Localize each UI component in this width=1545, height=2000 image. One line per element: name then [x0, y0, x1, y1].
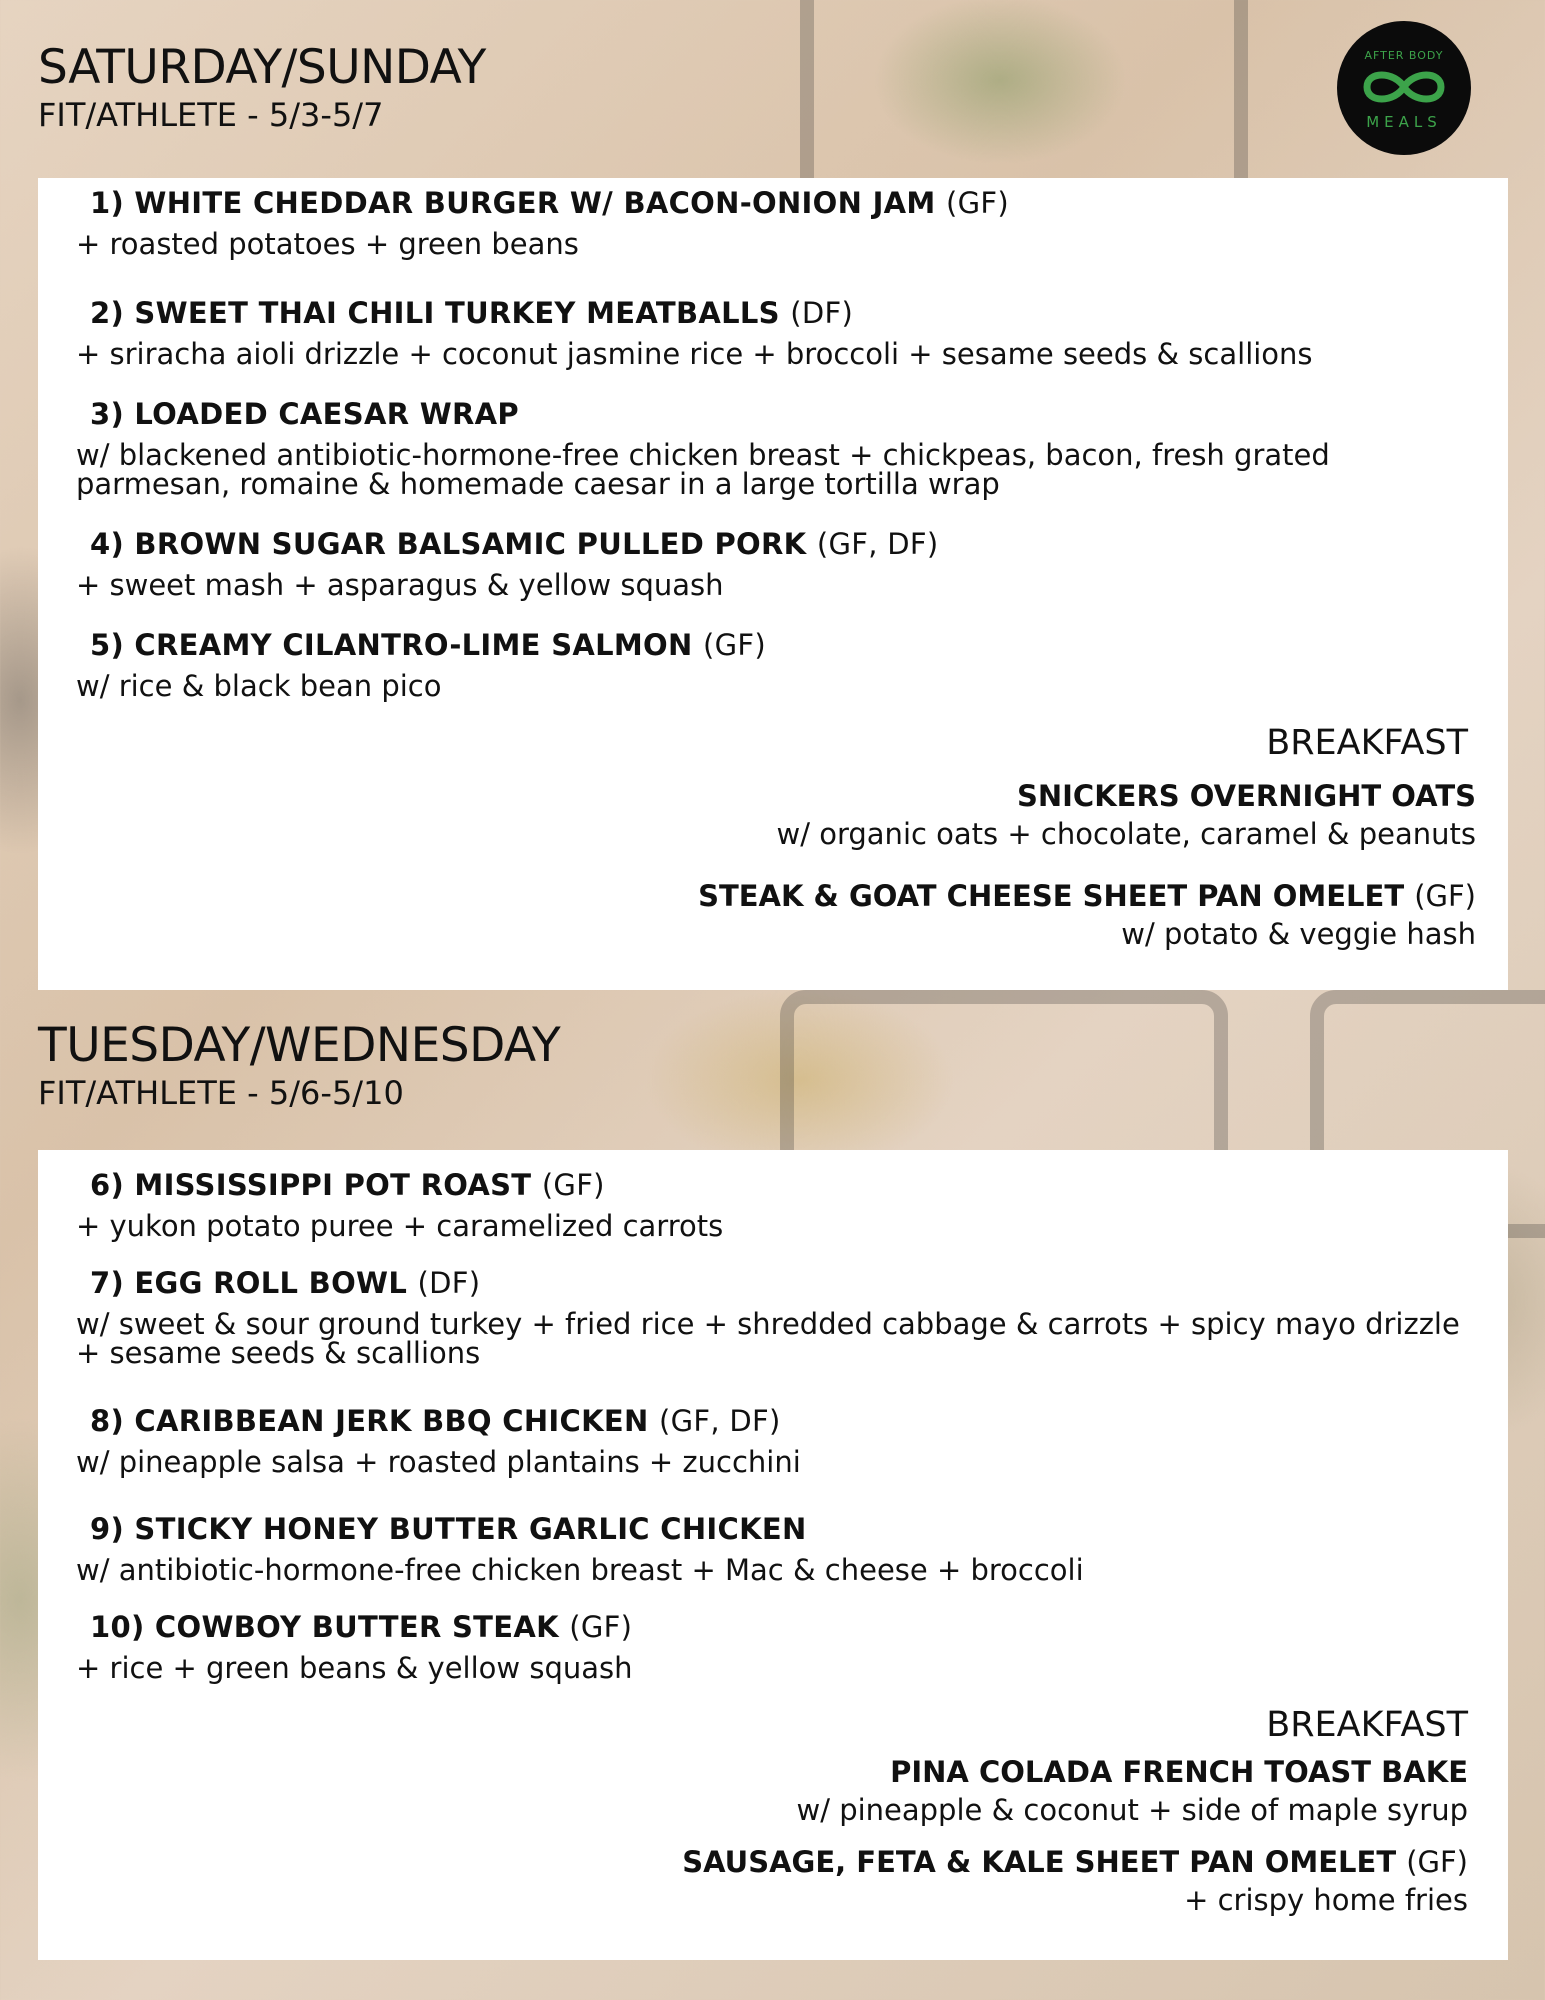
menu-item — [76, 1612, 1468, 1683]
item-description: + yukon potato puree + caramelized carrots — [76, 1208, 724, 1243]
breakfast-description: w/ potato & veggie hash — [1121, 916, 1476, 951]
breakfast-label: BREAKFAST — [1266, 723, 1468, 763]
item-description: + roasted potatoes + green beans — [76, 226, 579, 261]
item-title: 9) STICKY HONEY BUTTER GARLIC CHICKEN — [90, 1512, 807, 1546]
day-title: SATURDAY/SUNDAY — [38, 40, 486, 95]
breakfast-title: SNICKERS OVERNIGHT OATS — [1016, 779, 1476, 813]
section-subtitle: FIT/ATHLETE - 5/3-5/7 — [38, 96, 384, 134]
item-title: 4) BROWN SUGAR BALSAMIC PULLED PORK — [90, 527, 807, 561]
breakfast-section — [698, 723, 1476, 951]
logo-bottom-text: MEALS — [1366, 113, 1442, 131]
section-subtitle: FIT/ATHLETE - 5/6-5/10 — [38, 1074, 404, 1112]
item-title: 5) CREAMY CILANTRO-LIME SALMON — [90, 628, 693, 662]
item-description: + sriracha aioli drizzle + coconut jasmine rice + broccoli + sesame seeds & scallions — [76, 336, 1313, 371]
item-tags: (GF, DF) — [816, 527, 939, 561]
menu-item — [76, 529, 1468, 600]
section-header — [38, 1018, 561, 1112]
item-description: w/ pineapple salsa + roasted plantains + zucchini — [76, 1444, 801, 1479]
item-title: 8) CARIBBEAN JERK BBQ CHICKEN — [90, 1404, 649, 1438]
item-tags: (GF) — [945, 186, 1009, 220]
breakfast-title: STEAK & GOAT CHEESE SHEET PAN OMELET — [698, 878, 1405, 913]
menu-item — [76, 1406, 1468, 1477]
menu-card — [38, 1150, 1508, 1960]
item-description: + sweet mash + asparagus & yellow squash — [76, 567, 724, 602]
brand-logo — [1337, 21, 1471, 155]
item-tags: (GF) — [703, 628, 766, 662]
breakfast-description: w/ pineapple & coconut + side of maple syrup — [796, 1792, 1468, 1827]
breakfast-title: SAUSAGE, FETA & KALE SHEET PAN OMELET — [682, 1844, 1397, 1879]
item-title: 2) SWEET THAI CHILI TURKEY MEATBALLS — [90, 296, 780, 330]
item-tags: (DF) — [417, 1266, 481, 1300]
item-description: w/ rice & black bean pico — [76, 668, 442, 703]
breakfast-tags: (GF) — [1414, 878, 1476, 913]
breakfast-description: w/ organic oats + chocolate, caramel & peanuts — [776, 816, 1476, 851]
item-description: w/ antibiotic-hormone-free chicken breast + Mac & cheese + broccoli — [76, 1552, 1084, 1587]
item-title: 6) MISSISSIPPI POT ROAST — [90, 1168, 532, 1202]
breakfast-title: PINA COLADA FRENCH TOAST BAKE — [890, 1755, 1468, 1789]
menu-item — [76, 1514, 1468, 1585]
breakfast-item — [698, 878, 1476, 951]
item-tags: (GF) — [569, 1610, 633, 1644]
logo-top-text: AFTER BODY — [1364, 49, 1444, 62]
item-title: 7) EGG ROLL BOWL — [90, 1266, 408, 1300]
breakfast-item — [682, 1757, 1468, 1827]
breakfast-item — [698, 781, 1476, 851]
item-description: w/ blackened antibiotic-hormone-free chicken breast + chickpeas, bacon, fresh grated parmesan, romaine & homemade caesar in a large tortilla wrap — [76, 437, 1330, 501]
breakfast-tags: (GF) — [1406, 1844, 1468, 1879]
menu-item — [76, 1170, 1468, 1241]
item-title: 1) WHITE CHEDDAR BURGER W/ BACON-ONION JAM — [90, 186, 936, 220]
item-tags: (DF) — [790, 296, 854, 330]
item-tags: (GF) — [541, 1168, 605, 1202]
day-title: TUESDAY/WEDNESDAY — [38, 1018, 561, 1073]
menu-item — [76, 188, 1468, 259]
breakfast-description: + crispy home fries — [1184, 1882, 1468, 1917]
breakfast-item — [682, 1844, 1468, 1917]
section-header — [38, 40, 486, 134]
breakfast-section — [682, 1705, 1468, 1917]
item-title: 3) LOADED CAESAR WRAP — [90, 397, 519, 431]
item-description: + rice + green beans & yellow squash — [76, 1650, 633, 1685]
menu-item — [76, 298, 1468, 369]
menu-item — [76, 1268, 1468, 1368]
infinity-icon — [1359, 63, 1449, 111]
menu-item — [76, 630, 1468, 701]
menu-card — [38, 178, 1508, 990]
item-title: 10) COWBOY BUTTER STEAK — [90, 1610, 559, 1644]
breakfast-label: BREAKFAST — [1266, 1705, 1468, 1745]
item-description: w/ sweet & sour ground turkey + fried rice + shredded cabbage & carrots + spicy mayo drizzle + sesame seeds & scallions — [76, 1306, 1460, 1370]
item-tags: (GF, DF) — [658, 1404, 781, 1438]
menu-item — [76, 399, 1468, 499]
